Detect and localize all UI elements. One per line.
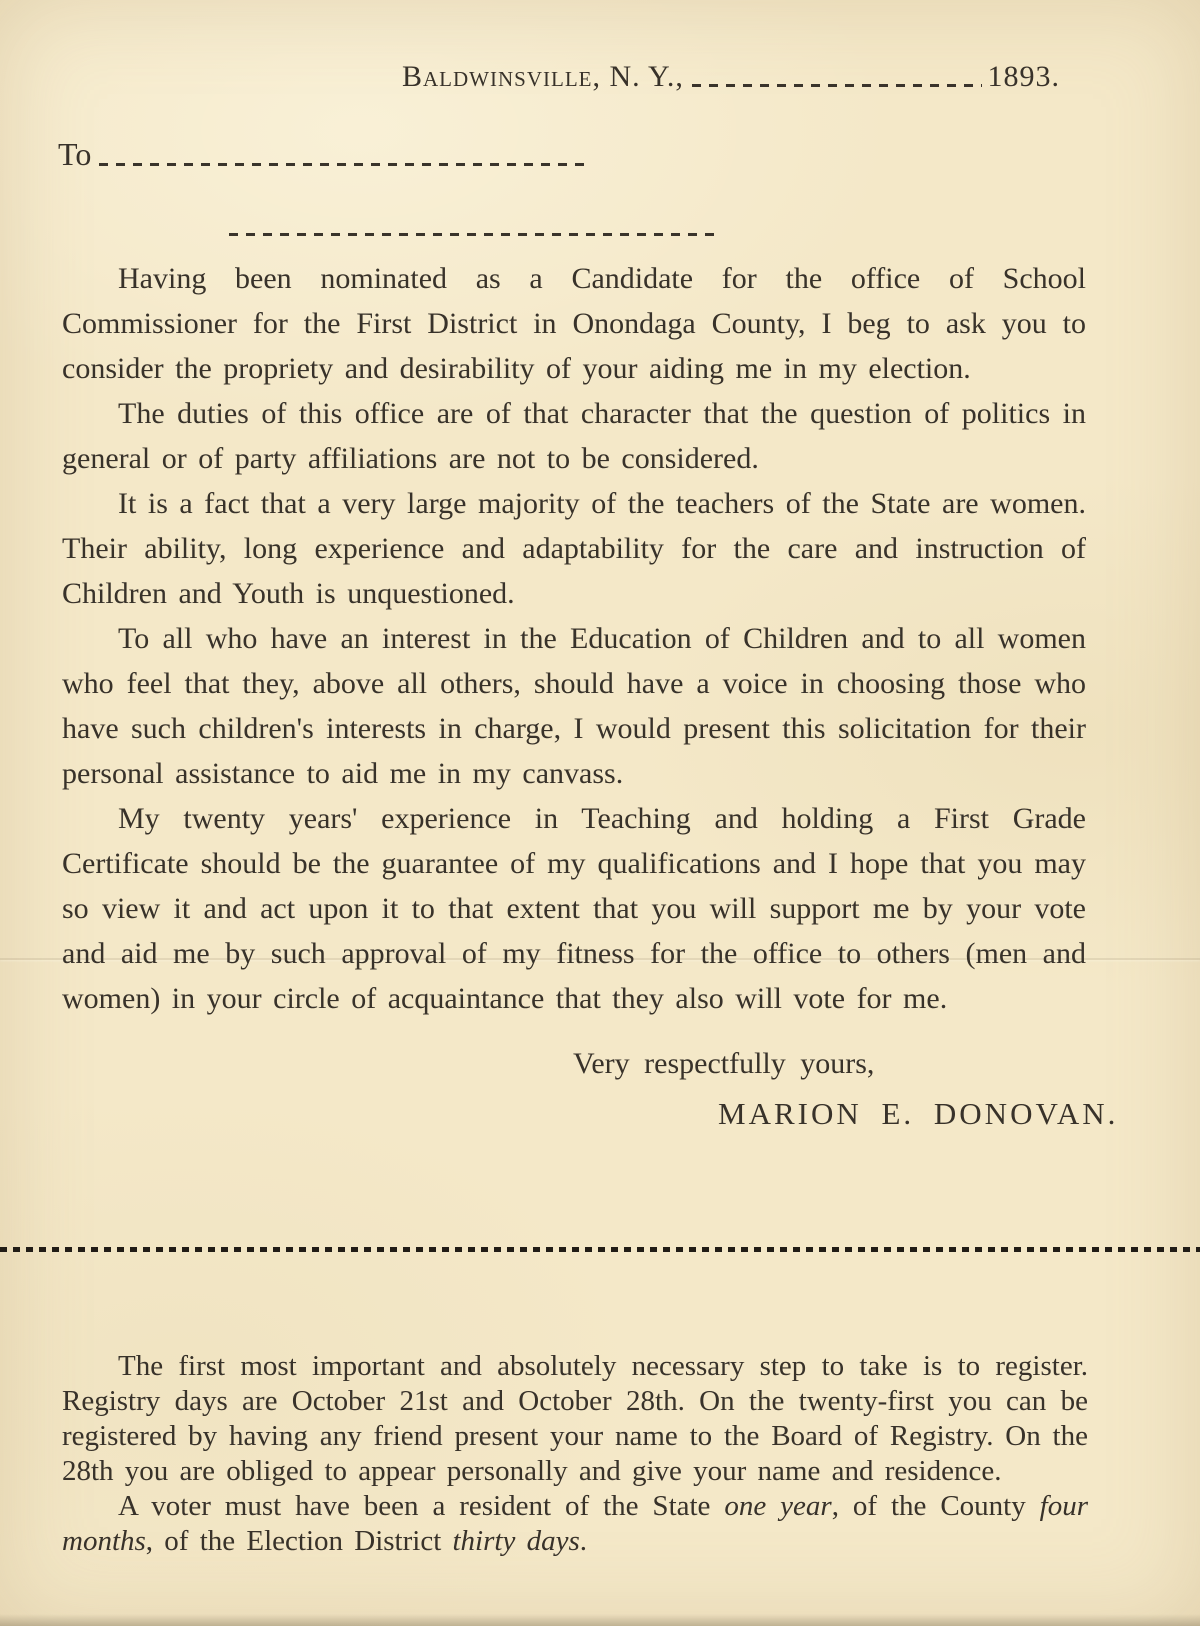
recipient-blank-line [99,163,588,166]
letter-paragraph: It is a fact that a very large majority of the teachers of the State are women. Their ability, long experience and adaptability for the care and instruction of Children and Youth is unquestioned. [62,487,1086,610]
postscript-section [62,1349,1088,1559]
to-label: To [58,136,92,172]
dateline-blank-line [692,84,982,87]
closing-line: Very respectfully yours, [573,1047,875,1080]
postscript-text-segment: , of the Election District [145,1525,453,1557]
recipient-line [58,136,594,173]
postscript-text-segment: . [579,1525,587,1557]
signature-name: MARION E. DONOVAN. [718,1096,1119,1131]
dateline [402,60,1060,94]
letter-body [62,256,1086,1021]
letter-paragraph: The duties of this office are of that character that the question of politics in general or of party affiliations are not to be considered. [62,397,1086,475]
postscript-italic-segment: thirty days [452,1525,580,1557]
letter-paragraph: Having been nominated as a Candidate for the office of School Commissioner for the First District in Onondaga County, I beg to ask you to consider the propriety and desirability of your aiding me in my election. [62,262,1086,385]
postscript-paragraph [62,1489,1088,1559]
letter-paragraph: My twenty years' experience in Teaching and holding a First Grade Certificate should be the guarantee of my qualifications and I hope that you may so view it and act upon it to that extent that you will support me by your vote and aid me by such approval of my fitness for the office to others (men and women) in your circle of acquaintance that they also will vote for me. [62,802,1086,1015]
dateline-place: Baldwinsville, N. Y., [402,60,684,93]
postscript-text-segment: , of the County [831,1490,1040,1522]
postscript-italic-segment: one year [724,1490,832,1522]
dateline-year: 1893. [987,60,1060,93]
letter-paragraph: To all who have an interest in the Education of Children and to all women who feel that they, above all others, should have a voice in choosing those who have such children's interests in charge, I would present this solicitation for their personal assistance to aid me in my canvass. [62,622,1086,790]
recipient-blank-line-2 [229,233,721,236]
dotted-divider-line [0,1247,1200,1252]
postscript-italic-segment: four months [62,1490,1088,1557]
postscript-text-segment: A voter must have been a resident of the State [118,1490,725,1522]
postscript-paragraph: The first most important and absolutely necessary step to take is to register. Registry days are October 21st and October 28th. On the twenty-first you can be registered by having any friend present your name to the Board of Registry. On the 28th you are obliged to appear personally and give your name and residence. [62,1350,1088,1487]
